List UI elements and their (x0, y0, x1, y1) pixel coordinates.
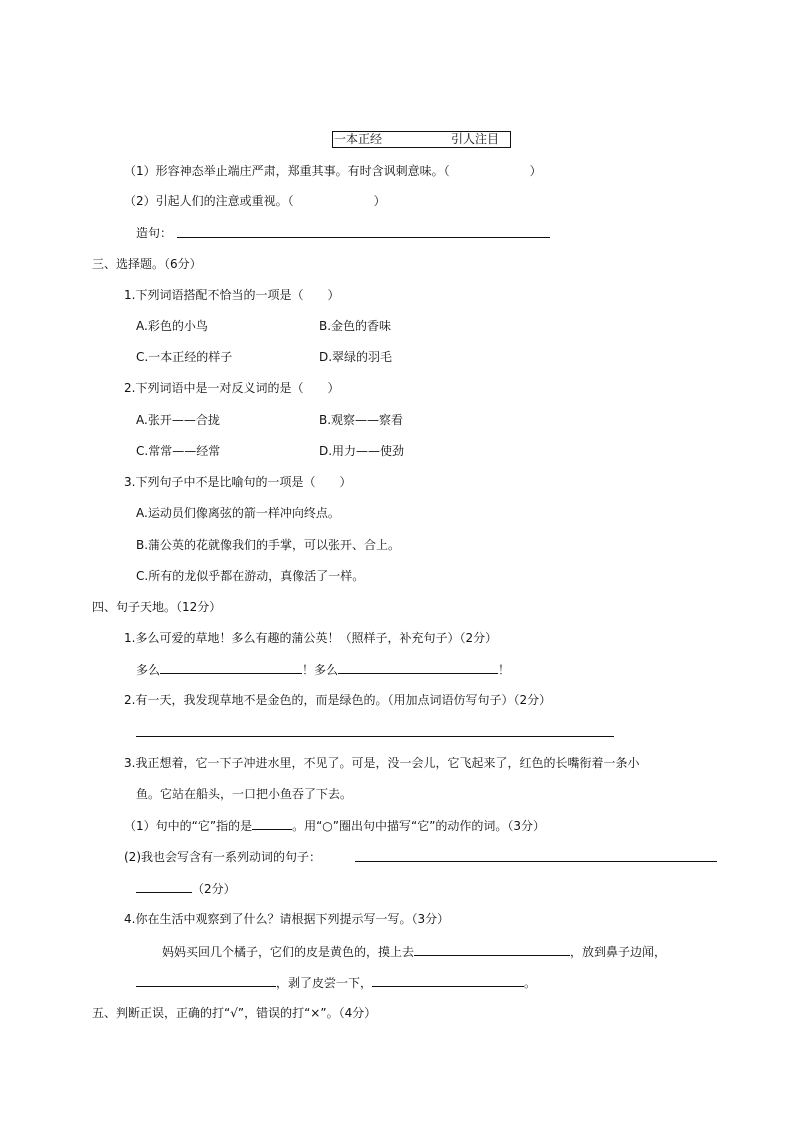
definition-2-text: （2）引起人们的注意或重视。（ (124, 194, 294, 208)
q4-4-blank-2[interactable] (136, 974, 276, 987)
q4-4-line-2 (136, 974, 536, 991)
q4-3-sub-2-score: （2分） (192, 882, 236, 896)
q4-3-line-1: 3.我正想着，它一下子冲进水里，不见了。可是，没一会儿，它飞起来了，红色的长嘴衔着一条小 (124, 756, 640, 770)
q3-2-option-d[interactable]: D.用力——使劲 (319, 444, 405, 458)
q4-1-blank-2[interactable] (338, 661, 498, 674)
q4-3-sub-1 (124, 817, 545, 834)
q3-3-option-c[interactable]: C.所有的龙似乎都在游动，真像活了一样。 (136, 569, 365, 583)
q4-1-exclaim: ！ (498, 663, 511, 677)
q4-3-sub-1-text: （1）句中的“它”指的是 (124, 819, 253, 833)
q4-3-line-2: 鱼。它站在船头，一口把小鱼吞了下去。 (136, 787, 353, 801)
q4-1-duome-2: ！多么 (302, 663, 339, 677)
q4-3-sub-2-blank-2[interactable] (136, 880, 192, 893)
q4-1: 1.多么可爱的草地！多么有趣的蒲公英！（照样子，补充句子）（2分） (124, 631, 498, 645)
q3-1-option-c[interactable]: C.一本正经的样子 (136, 350, 233, 364)
make-sentence-label: 造句： (136, 226, 173, 240)
definition-2-close: ） (373, 194, 386, 208)
q4-2-answer-line[interactable] (136, 736, 614, 737)
make-sentence-line[interactable] (177, 237, 550, 238)
q3-2-option-b[interactable]: B.观察——察看 (319, 413, 404, 427)
definition-1-text: （1）形容神态举止端庄严肃，郑重其事。有时含讽刺意味。（ (124, 164, 450, 178)
q4-1-blank-1[interactable] (160, 661, 302, 674)
word-box-word-1: 一本正经 (334, 132, 383, 146)
q3-2: 2.下列词语中是一对反义词的是（ ） (124, 381, 340, 395)
q3-1-option-d[interactable]: D.翠绿的羽毛 (319, 350, 393, 364)
q4-2: 2.有一天，我发现草地不是金色的，而是绿色的。（用加点词语仿写句子）（2分） (124, 693, 552, 707)
q4-4-line-1-tail: ，放到鼻子边闻， (570, 945, 667, 959)
q3-3-option-b[interactable]: B.蒲公英的花就像我们的手掌，可以张开、合上。 (136, 538, 401, 552)
q4-4-line-1-text: 妈妈买回几个橘子，它们的皮是黄色的，摸上去 (162, 945, 415, 959)
q4-4-line-2-end: 。 (524, 976, 537, 990)
q4-4-line-2-text: ，剥了皮尝一下， (276, 976, 373, 990)
q4-4: 4.你在生活中观察到了什么？请根据下列提示写一写。（3分） (124, 912, 450, 926)
section-4-title: 四、句子天地。（12分） (92, 600, 222, 614)
q4-1-duome-1: 多么 (136, 663, 161, 677)
definition-1-close: ） (529, 164, 542, 178)
q3-2-option-a[interactable]: A.张开——合拢 (136, 413, 220, 427)
q3-1: 1.下列词语搭配不恰当的一项是（ ） (124, 288, 340, 302)
word-box-word-2: 引人注目 (451, 132, 500, 146)
q3-2-option-c[interactable]: C.常常——经常 (136, 444, 221, 458)
q3-1-option-b[interactable]: B.金色的香味 (319, 319, 392, 333)
q4-3-sub-1-tail: 。用“○”圈出句中描写“它”的动作的词。（3分） (292, 819, 546, 833)
q4-3-sub-2-line[interactable] (355, 861, 717, 862)
q4-4-blank-3[interactable] (372, 974, 524, 987)
definition-2 (124, 193, 386, 209)
section-5-title: 五、判断正误，正确的打“√”，错误的打“×”。（4分） (92, 1006, 377, 1020)
q4-3-sub-2-row-2 (136, 880, 236, 897)
q3-3: 3.下列句子中不是比喻句的一项是（ ） (124, 475, 352, 489)
q4-3-sub-2-text: (2)我也会写含有一系列动词的句子： (124, 850, 321, 864)
q4-3-sub-2 (124, 849, 321, 865)
make-sentence-row (136, 225, 172, 241)
q4-4-blank-1[interactable] (414, 943, 570, 956)
q4-1-answer-row (136, 661, 510, 678)
q3-1-option-a[interactable]: A.彩色的小鸟 (136, 319, 208, 333)
q4-3-sub-1-blank[interactable] (252, 817, 292, 830)
definition-1 (124, 163, 542, 179)
section-3-title: 三、选择题。（6分） (92, 257, 202, 271)
q4-4-line-1 (162, 943, 666, 960)
q3-3-option-a[interactable]: A.运动员们像离弦的箭一样冲向终点。 (136, 506, 340, 520)
